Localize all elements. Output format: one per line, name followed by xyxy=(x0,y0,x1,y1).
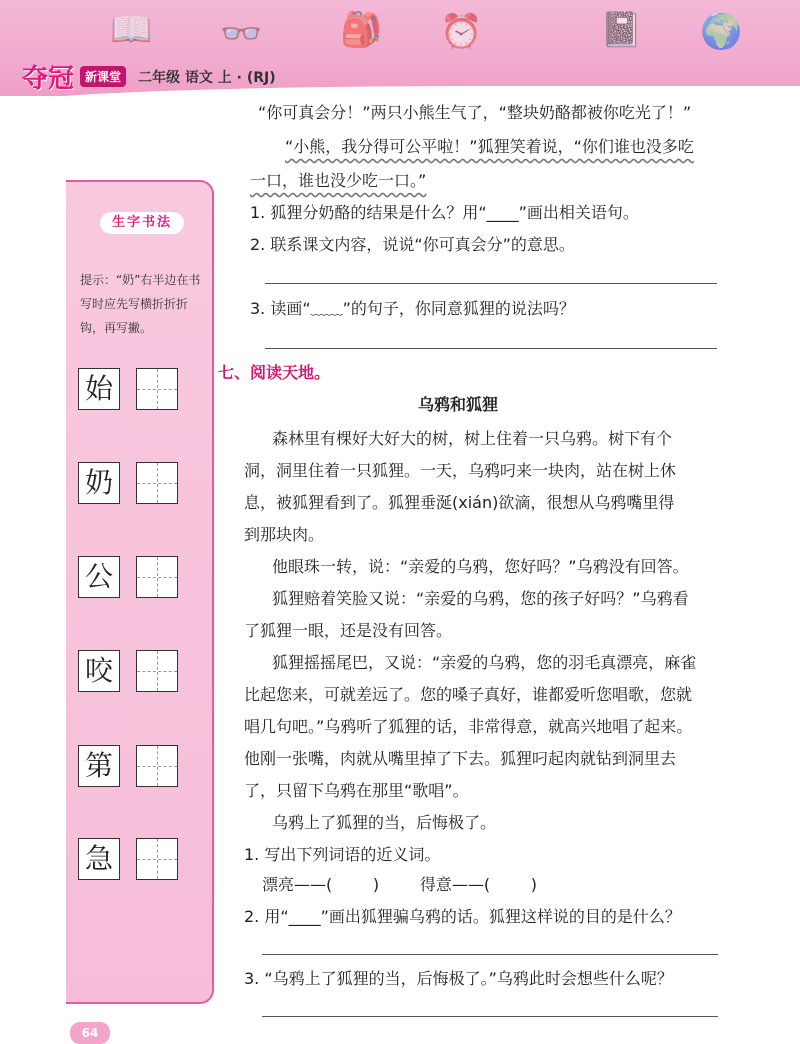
char-box: 始 xyxy=(78,368,120,410)
text-line: 比起您来，可就差远了。您的嗓子真好，谁都爱听您唱歌，您就 xyxy=(244,685,693,704)
synonym-items[interactable]: 漂亮——( ) 得意——( ) xyxy=(262,875,538,894)
answer-line[interactable] xyxy=(265,283,717,284)
notebook-icon: 📓 xyxy=(600,10,643,50)
text-line: 他眼珠一转，说：“亲爱的乌鸦，您好吗？”乌鸦没有回答。 xyxy=(272,557,689,576)
question-3: 3. 读画“﹏﹏”的句子，你同意狐狸的说法吗？ xyxy=(250,299,575,318)
grade-label: 二年级 语文 上 · (RJ) xyxy=(138,69,276,86)
page-number: 64 xyxy=(70,1022,110,1044)
text-line: 乌鸦上了狐狸的当，后悔极了。 xyxy=(272,813,497,832)
char-box: 急 xyxy=(78,838,120,880)
answer-line[interactable] xyxy=(262,954,718,955)
char-box: 奶 xyxy=(78,462,120,504)
text-line: 洞，洞里住着一只狐狸。一天，乌鸦叼来一块肉，站在树上休 xyxy=(244,461,677,480)
practice-box[interactable] xyxy=(136,556,178,598)
practice-box[interactable] xyxy=(136,462,178,504)
section-title: 七、阅读天地。 xyxy=(218,363,331,382)
practice-box[interactable] xyxy=(136,838,178,880)
practice-box[interactable] xyxy=(136,745,178,787)
answer-line[interactable] xyxy=(265,348,717,349)
bag-icon: 🎒 xyxy=(340,10,383,50)
question-2: 2. 用“____”画出狐狸骗乌鸦的话。狐狸这样说的目的是什么？ xyxy=(244,907,681,926)
char-box: 公 xyxy=(78,556,120,598)
text-line: 息，被狐狸看到了。狐狸垂涎(xián)欲滴，很想从乌鸦嘴里得 xyxy=(244,493,675,512)
char-box: 第 xyxy=(78,745,120,787)
text-line: 一口，谁也没少吃一口。” xyxy=(250,171,427,190)
question-1: 1. 狐狸分奶酪的结果是什么？用“____”画出相关语句。 xyxy=(250,203,639,222)
writing-tip: 提示：“奶”右半边在书写时应先写横折折折钩，再写撇。 xyxy=(80,273,201,335)
answer-line[interactable] xyxy=(262,1016,718,1017)
question-2: 2. 联系课文内容，说说“你可真会分”的意思。 xyxy=(250,235,575,254)
globe-icon: 🌍 xyxy=(700,12,743,52)
story-title: 乌鸦和狐狸 xyxy=(418,395,499,414)
logo: 夺冠 xyxy=(22,64,75,94)
text-line: 到那块肉。 xyxy=(244,525,325,544)
text-line: “小熊，我分得可公平啦！”狐狸笑着说，“你们谁也没多吃 xyxy=(285,137,694,156)
text-line: “你可真会分！”两只小熊生气了，“整块奶酪都被你吃光了！” xyxy=(258,103,692,122)
calligraphy-tag: 生字书法 xyxy=(100,212,184,234)
book-icon: 📖 xyxy=(110,10,153,50)
question-3: 3. “乌鸦上了狐狸的当，后悔极了。”乌鸦此时会想些什么呢？ xyxy=(244,969,673,988)
question-1: 1. 写出下列词语的近义词。 xyxy=(244,845,441,864)
text-line: 狐狸赔着笑脸又说：“亲爱的乌鸦，您的孩子好吗？”乌鸦看 xyxy=(272,589,689,608)
text-line: 他刚一张嘴，肉就从嘴里掉了下去。狐狸叼起肉就钻到洞里去 xyxy=(244,749,677,768)
practice-box[interactable] xyxy=(136,368,178,410)
text-line: 森林里有棵好大好大的树，树上住着一只乌鸦。树下有个 xyxy=(272,429,673,448)
practice-box[interactable] xyxy=(136,650,178,692)
clock-icon: ⏰ xyxy=(440,12,483,52)
text-line: 了，只留下乌鸦在那里“歌唱”。 xyxy=(244,781,469,800)
brand-badge: 新课堂 xyxy=(80,66,126,87)
text-line: 了狐狸一眼，还是没有回答。 xyxy=(244,621,453,640)
page-header xyxy=(0,0,800,96)
text-line: 狐狸摇摇尾巴，又说：“亲爱的乌鸦，您的羽毛真漂亮，麻雀 xyxy=(272,653,697,672)
text-line: 唱几句吧。”乌鸦听了狐狸的话，非常得意，就高兴地唱了起来。 xyxy=(244,717,693,736)
char-box: 咬 xyxy=(78,650,120,692)
glasses-icon: 👓 xyxy=(220,14,263,54)
